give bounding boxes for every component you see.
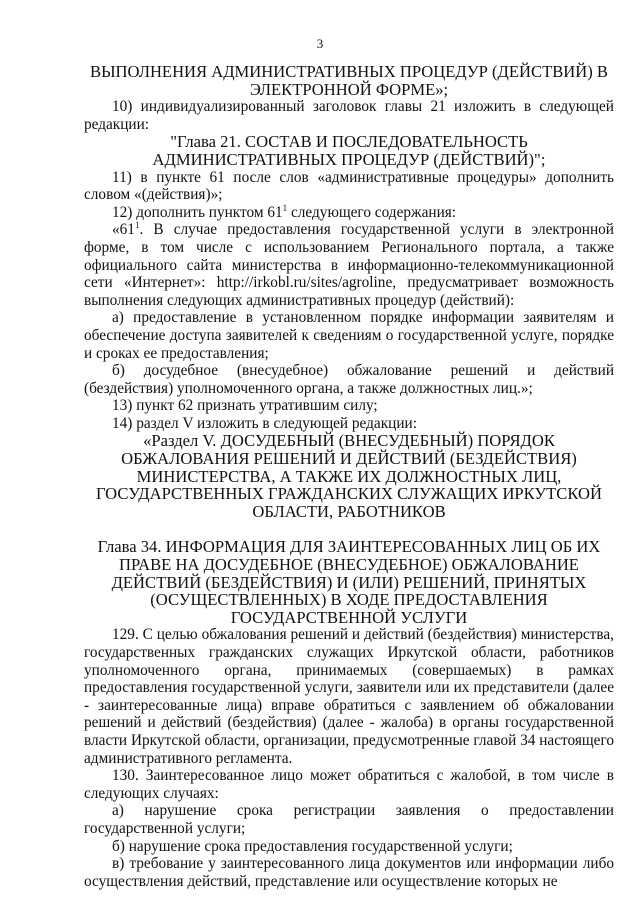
paragraph	[84, 397, 614, 415]
paragraph	[84, 838, 614, 856]
paragraph-text: 11) в пункте 61 после слов «административные процедуры» дополнить словом «(действия)»;	[84, 168, 614, 204]
paragraph-text: б) досудебное (внесудебное) обжалование решений и действий (бездействия) уполномоченного органа, а также должностных лиц.»;	[84, 362, 614, 397]
superscript-index: 1	[134, 220, 140, 231]
paragraph	[84, 98, 614, 133]
section-heading	[84, 63, 614, 98]
paragraph-text: б) нарушение срока предоставления государственной услуги;	[112, 837, 513, 855]
paragraph-text: 14) раздел V изложить в следующей редакции:	[112, 414, 417, 432]
paragraph-text: ВЫПОЛНЕНИЯ АДМИНИСТРАТИВНЫХ ПРОЦЕДУР (ДЕЙСТВИЙ) В ЭЛЕКТРОННОЙ ФОРМЕ»;	[90, 62, 608, 99]
paragraph-text: «Раздел V. ДОСУДЕБНЫЙ (ВНЕСУДЕБНЫЙ) ПОРЯДОК ОБЖАЛОВАНИЯ РЕШЕНИЙ И ДЕЙСТВИЙ (БЕЗДЕЙСТВИЯ) МИНИСТЕРСТВА, А ТАКЖЕ ИХ ДОЛЖНОСТНЫХ ЛИЦ, ГОСУДАРСТВЕННЫХ ГРАЖДАНСКИХ СЛУЖАЩИХ ИРКУТСКОЙ ОБЛАСТИ, РАБОТНИКОВ	[96, 431, 602, 521]
paragraph-text: 10) индивидуализированный заголовок главы 21 изложить в следующей редакции:	[84, 98, 614, 133]
paragraph	[84, 855, 614, 890]
paragraph	[84, 626, 614, 767]
paragraph-text: "Глава 21. СОСТАВ И ПОСЛЕДОВАТЕЛЬНОСТЬ АДМИНИСТРАТИВНЫХ ПРОЦЕДУР (ДЕЙСТВИЙ)";	[152, 132, 546, 169]
paragraph-text: 130. Заинтересованное лицо может обратиться с жалобой, в том числе в следующих случаях:	[84, 767, 614, 802]
paragraph-text: 13) пункт 62 признать утратившим силу;	[112, 397, 378, 415]
blank-line	[84, 520, 614, 538]
paragraph-text: а) предоставление в установленном порядке информации заявителям и обеспечение доступа заявителей к сведениям о государственной услуге, порядке и сроках ее предоставления;	[84, 309, 614, 362]
paragraph-text: а) нарушение срока регистрации заявления о предоставлении государственной услуги;	[84, 802, 614, 837]
paragraph	[84, 169, 614, 204]
paragraph-text: 129. С целью обжалования решений и действий (бездействия) министерства, государственных гражданских служащих Иркутской области, работников уполномоченного органа, принимаемых (совершаемых) в рамках предоставления государственной услуги, заявители или их представители (далее - заинтересованные лица) вправе обратиться с заявлением об обжаловании решений и действий (бездействия) (далее - жалоба) в органы государственной власти Иркутской области, организации, предусмотренные главой 34 настоящего административного регламента.	[84, 626, 614, 767]
paragraph-text: в) требование у заинтересованного лица документов или информации либо осуществления действий, представление или осуществление которых не	[84, 855, 614, 890]
paragraph-text: следующего содержания:	[287, 203, 457, 221]
paragraph	[84, 767, 614, 802]
paragraph	[84, 802, 614, 837]
paragraph-text: Глава 34. ИНФОРМАЦИЯ ДЛЯ ЗАИНТЕРЕСОВАННЫХ ЛИЦ ОБ ИХ ПРАВЕ НА ДОСУДЕБНОЕ (ВНЕСУДЕБНОЕ) ОБЖАЛОВАНИЕ ДЕЙСТВИЙ (БЕЗДЕЙСТВИЯ) И (ИЛИ) РЕШЕНИЙ, ПРИНЯТЫХ (ОСУЩЕСТВЛЕННЫХ) В ХОДЕ ПРЕДОСТАВЛЕНИЯ ГОСУДАРСТВЕННОЙ УСЛУГИ	[97, 537, 601, 627]
superscript-index: 1	[282, 202, 288, 213]
paragraph	[84, 221, 614, 309]
paragraph-text: . В случае предоставления государственной услуги в электронной форме, в том числе с использованием Регионального портала, а также официального сайта министерства в информационно-телекоммуникационной сети «Интернет»: http://irkobl.ru/sites/agroline, предусматривает возможность выполнения следующих административных процедур (действий):	[84, 221, 614, 309]
section-heading	[84, 133, 614, 168]
paragraph	[84, 362, 614, 397]
paragraph-text: 12) дополнить пунктом 61	[112, 203, 283, 221]
paragraph	[84, 309, 614, 362]
paragraph-text: «61	[112, 221, 135, 239]
section-heading	[84, 538, 614, 626]
page-number: 3	[316, 36, 324, 51]
paragraph	[84, 204, 614, 222]
section-heading	[84, 432, 614, 520]
paragraph	[84, 415, 614, 433]
document-body	[84, 63, 614, 890]
